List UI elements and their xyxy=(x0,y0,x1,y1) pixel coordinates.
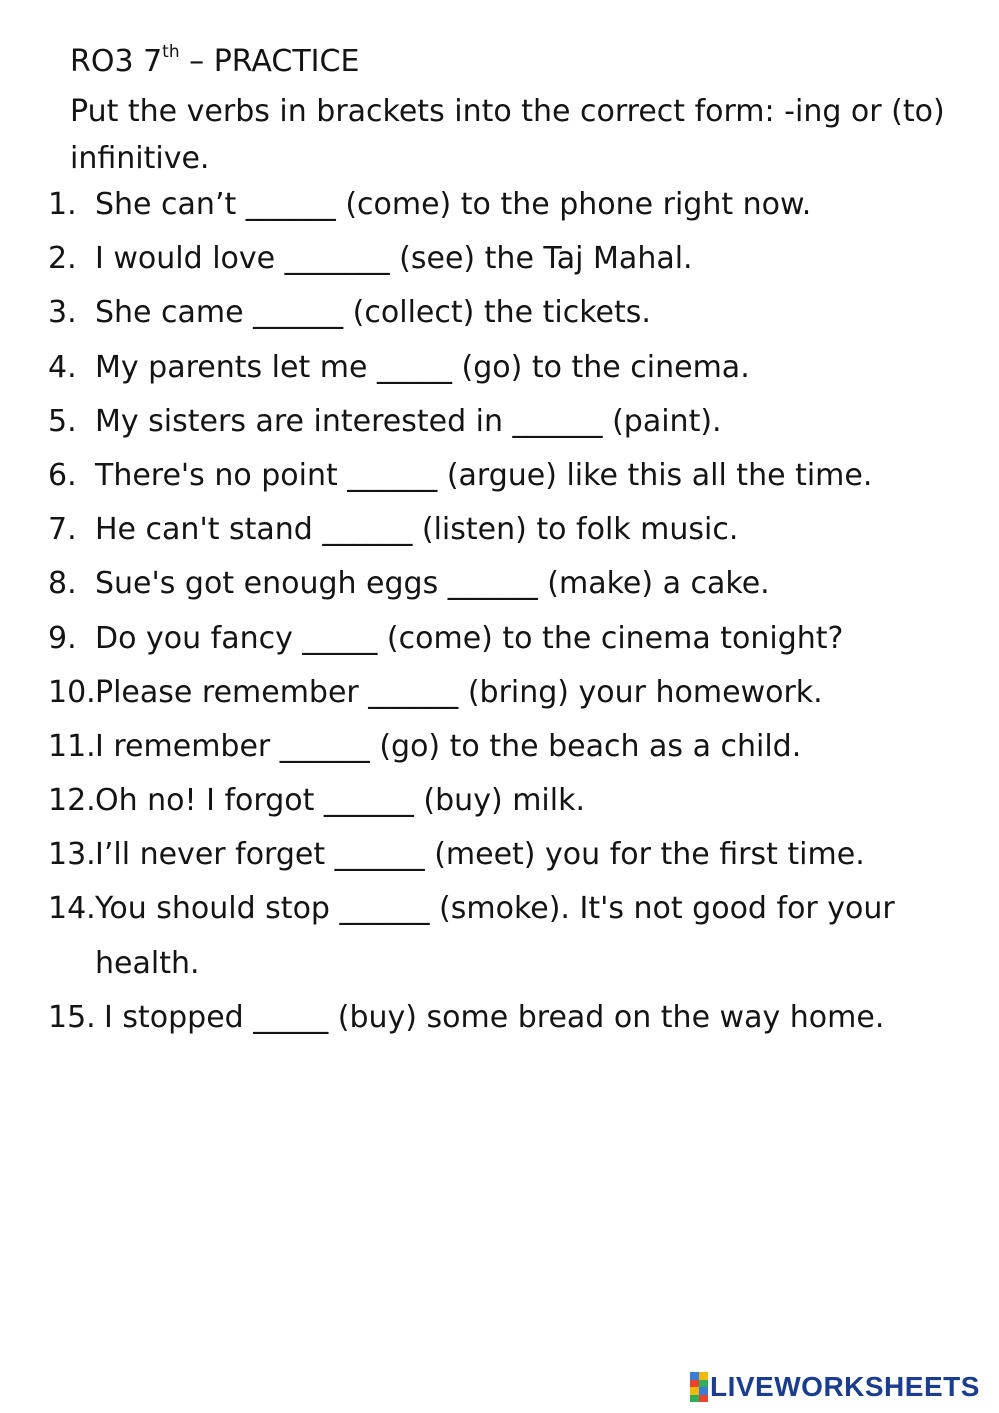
instructions-text: Put the verbs in brackets into the correct form: -ing or (to) infinitive. xyxy=(70,94,945,176)
title-superscript: th xyxy=(162,42,180,62)
exercise-item xyxy=(0,666,999,720)
item-sentence: She came ______ (collect) the tickets. xyxy=(95,295,651,331)
item-number: 12. xyxy=(48,783,96,819)
item-sentence: Please remember ______ (bring) your homework. xyxy=(95,674,823,710)
exercise-list xyxy=(0,178,999,1045)
item-number: 10. xyxy=(48,674,96,710)
item-number: 4. xyxy=(48,349,77,385)
exercise-item xyxy=(0,991,999,1045)
exercise-item xyxy=(0,395,999,449)
exercise-item xyxy=(0,449,999,503)
item-sentence: I stopped _____ (buy) some bread on the way home. xyxy=(104,999,885,1035)
exercise-item xyxy=(0,341,999,395)
liveworksheets-brand xyxy=(690,1370,980,1404)
item-sentence: My parents let me _____ (go) to the cinema. xyxy=(95,349,750,385)
item-number: 11. xyxy=(48,728,96,764)
exercise-item xyxy=(0,828,999,882)
item-sentence: I would love _______ (see) the Taj Mahal. xyxy=(95,241,693,277)
item-number: 14. xyxy=(48,891,96,927)
title-main: RO3 7 xyxy=(70,44,163,79)
exercise-item xyxy=(0,557,999,611)
item-number: 6. xyxy=(48,457,77,493)
item-number: 5. xyxy=(48,403,77,439)
item-number: 15. xyxy=(48,999,96,1035)
exercise-item xyxy=(0,232,999,286)
exercise-item xyxy=(0,612,999,666)
exercise-item xyxy=(0,286,999,340)
item-sentence: I’ll never forget ______ (meet) you for the first time. xyxy=(95,837,865,873)
item-number: 2. xyxy=(48,241,77,277)
exercise-item xyxy=(0,503,999,557)
item-sentence: Oh no! I forgot ______ (buy) milk. xyxy=(95,783,585,819)
item-sentence: He can't stand ______ (listen) to folk music. xyxy=(95,512,739,548)
item-sentence: I remember ______ (go) to the beach as a child. xyxy=(95,728,802,764)
item-sentence: She can’t ______ (come) to the phone right now. xyxy=(95,187,812,222)
item-sentence: You should stop ______ (smoke). It's not good for your health. xyxy=(95,891,895,981)
exercise-item xyxy=(0,178,999,232)
item-number: 13. xyxy=(48,837,96,873)
item-number: 8. xyxy=(48,566,77,602)
exercise-item xyxy=(0,882,999,990)
exercise-item xyxy=(0,774,999,828)
item-sentence: There's no point ______ (argue) like this all the time. xyxy=(95,457,873,493)
title-rest: – PRACTICE xyxy=(179,44,360,79)
item-sentence: My sisters are interested in ______ (paint). xyxy=(95,403,722,439)
item-sentence: Sue's got enough eggs ______ (make) a cake. xyxy=(95,566,770,602)
item-number: 7. xyxy=(48,512,77,548)
item-number: 1. xyxy=(48,187,77,222)
item-number: 3. xyxy=(48,295,77,331)
exercise-item xyxy=(0,720,999,774)
worksheet-title xyxy=(70,42,359,82)
item-number: 9. xyxy=(48,620,77,656)
brand-text: LIVEWORKSHEETS xyxy=(710,1371,980,1402)
liveworksheets-logo-icon xyxy=(690,1372,708,1402)
item-sentence: Do you fancy _____ (come) to the cinema tonight? xyxy=(95,620,844,656)
